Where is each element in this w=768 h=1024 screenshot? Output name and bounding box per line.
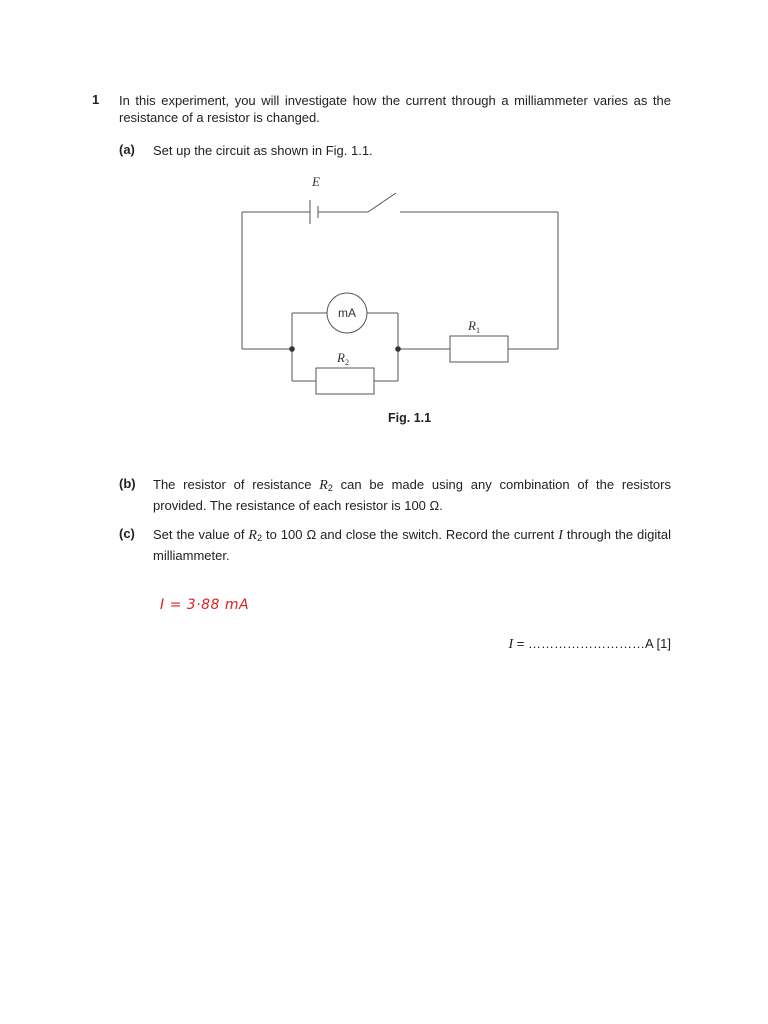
- node-right: [395, 346, 401, 352]
- node-left: [289, 346, 295, 352]
- source-label: E: [312, 174, 320, 189]
- r1-label: $R_1$: [468, 318, 480, 335]
- part-b-label: (b): [119, 476, 136, 491]
- resistor-r1: [450, 336, 508, 362]
- question-intro: In this experiment, you will investigate how the current through a milliammeter varies as the resistance of a resistor is changed.: [119, 93, 671, 125]
- resistor-r2: [316, 368, 374, 394]
- part-c-label: (c): [119, 526, 135, 541]
- answer-line: I = ………………………A [1]: [508, 636, 671, 652]
- part-a-label: (a): [119, 142, 135, 157]
- part-b-text: The resistor of resistance $R_2$ can be made using any combination of the resistors provided. The resistance of each resistor is 100 Ω.: [153, 477, 671, 513]
- question-number: 1: [92, 92, 100, 107]
- part-c-text: Set the value of $R_2$ to 100 Ω and close the switch. Record the current I through the digital milliammeter.: [153, 527, 672, 563]
- meter-label: mA: [338, 306, 356, 320]
- part-a-text: Set up the circuit as shown in Fig. 1.1.: [153, 143, 373, 158]
- switch-lever: [368, 193, 396, 212]
- handwritten-answer: I = 3·88 mA: [160, 597, 250, 613]
- figure-caption: Fig. 1.1: [388, 411, 432, 425]
- circuit-diagram: [200, 168, 570, 406]
- r2-label: $R_2$: [337, 350, 349, 367]
